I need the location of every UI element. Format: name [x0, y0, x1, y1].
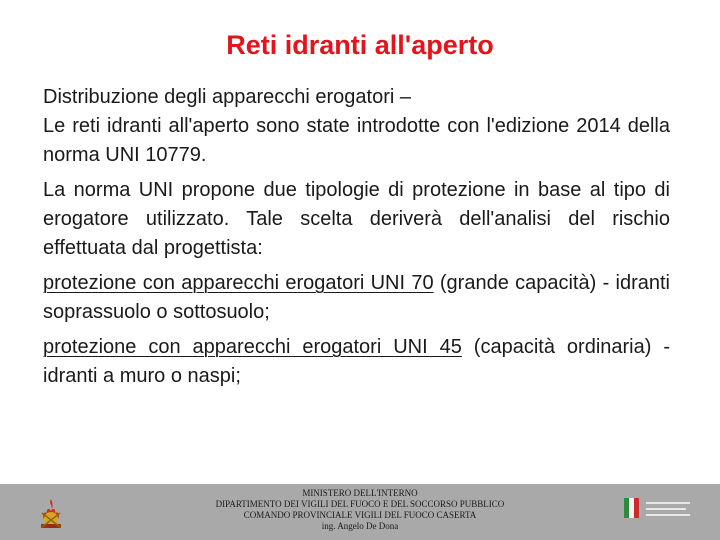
list-item-uni-70	[43, 269, 670, 327]
footer-line: COMANDO PROVINCIALE VIGILI DEL FUOCO CASERTA	[243, 510, 477, 520]
paragraph-norma: La norma UNI propone due tipologie di protezione in base al tipo di erogatore utilizzato. Tale scelta deriverà dell'analisi del rischio effettuata dal progettista:	[43, 179, 670, 259]
item-description: (capacità ordinaria) - idranti a muro o naspi;	[43, 336, 670, 387]
underlined-text: protezione con apparecchi erogatori UNI 70	[43, 272, 434, 294]
item-description: (grande capacità) - idranti soprassuolo o sottosuolo;	[43, 272, 670, 323]
footer-bar	[0, 484, 720, 540]
footer-credits	[0, 488, 720, 532]
slide-title: Reti idranti all'aperto	[226, 30, 494, 60]
slide-body	[43, 83, 670, 397]
italian-flag-ministry-logo-icon	[622, 496, 694, 522]
footer-line: DIPARTIMENTO DEI VIGILI DEL FUOCO E DEL SOCCORSO PUBBLICO	[215, 499, 505, 509]
underlined-text: protezione con apparecchi erogatori UNI 45	[43, 336, 462, 358]
vigili-del-fuoco-emblem-icon	[34, 497, 68, 531]
footer-line: MINISTERO DELL'INTERNO	[302, 488, 418, 498]
paragraph-intro: Le reti idranti all'aperto sono state introdotte con l'edizione 2014 della norma UNI 10779.	[43, 115, 670, 166]
footer-line: ing. Angelo De Dona	[321, 521, 399, 531]
list-item-uni-45	[43, 333, 670, 391]
paragraph-heading: Distribuzione degli apparecchi erogatori –	[43, 86, 411, 108]
